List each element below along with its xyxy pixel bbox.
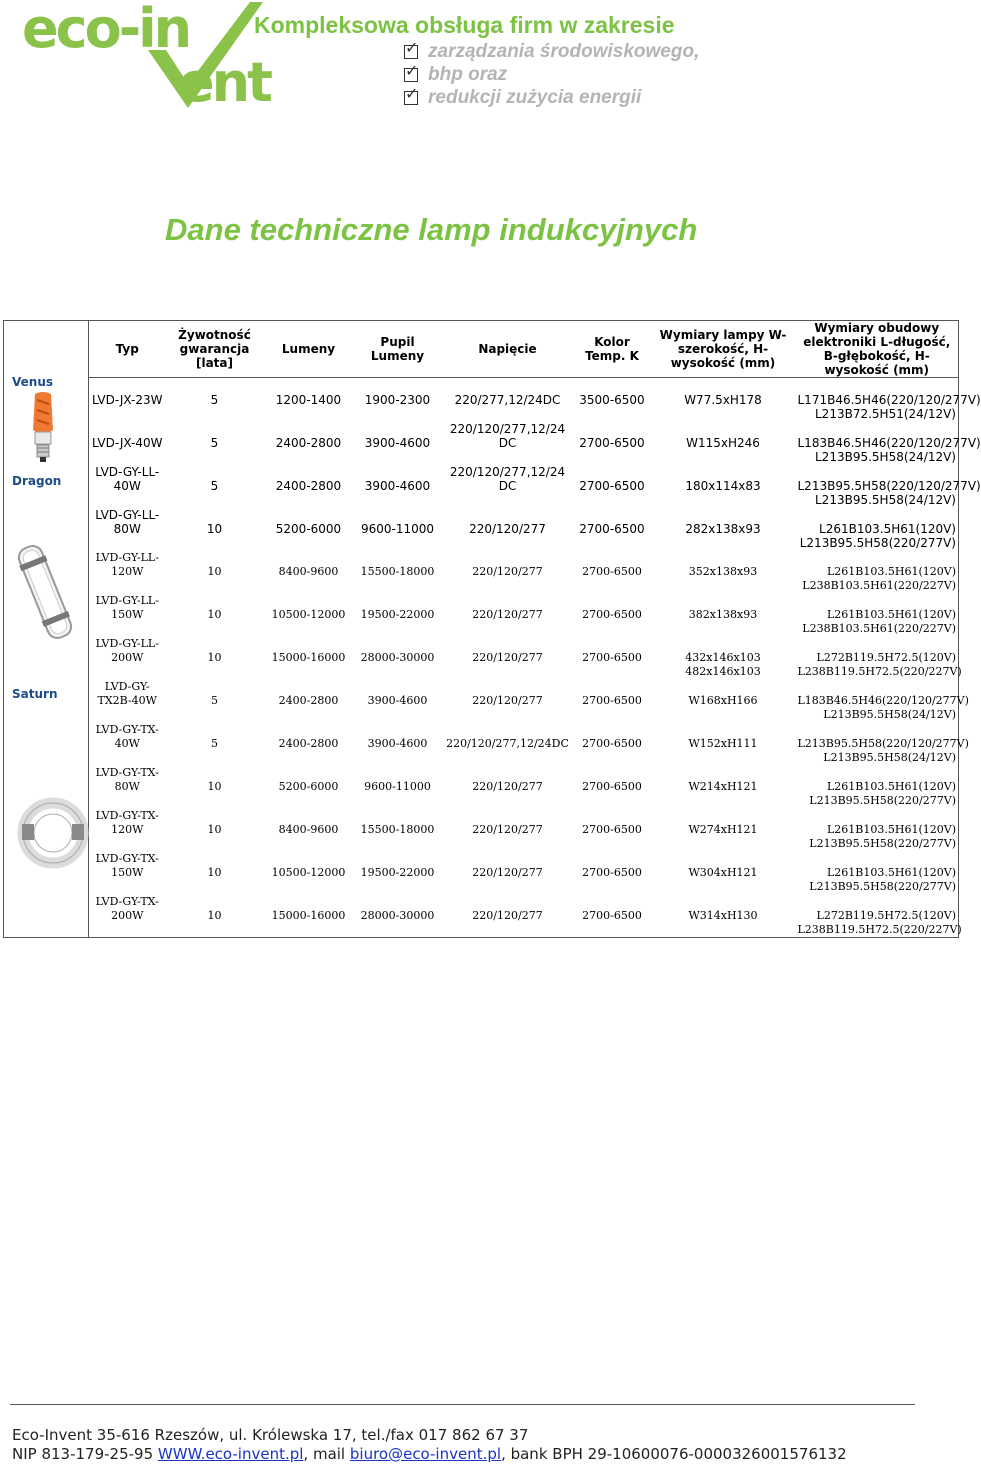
cell-lumeny: 2400-2800 bbox=[275, 479, 342, 493]
empty-cell bbox=[442, 837, 574, 851]
empty-cell bbox=[89, 708, 166, 722]
cell-wymiary-obudowy-alt: L213B95.5H58(220/277V) bbox=[799, 536, 956, 550]
footer-nip: NIP 813-179-25-95 bbox=[12, 1445, 158, 1463]
empty-cell bbox=[651, 493, 796, 507]
empty-cell bbox=[574, 751, 651, 765]
cell-gwarancja: 10 bbox=[207, 651, 222, 664]
cell-typ: LVD-GY-TX-200W bbox=[95, 895, 159, 922]
empty-cell bbox=[166, 708, 264, 722]
empty-cell bbox=[354, 708, 442, 722]
cell-wymiary-lampy: 180x114x83 bbox=[685, 479, 761, 493]
header-gwarancja: Żywotność gwarancja [lata] bbox=[166, 321, 264, 378]
cell-lumeny: 8400-9600 bbox=[278, 823, 339, 836]
cell-wymiary-obudowy: L272B119.5H72.5(120V) bbox=[816, 651, 956, 664]
empty-cell bbox=[442, 880, 574, 894]
header-pupil: Pupil Lumeny bbox=[354, 321, 442, 378]
cell-wymiary-obudowy: L261B103.5H61(120V) bbox=[827, 866, 956, 879]
table-row bbox=[4, 894, 959, 923]
cell-wymiary-obudowy-alt: L213B95.5H58(24/12V) bbox=[823, 708, 956, 721]
table-row-secondary bbox=[4, 880, 959, 894]
cell-lumeny: 5200-6000 bbox=[275, 522, 342, 536]
cell-wymiary-lampy: 382x138x93 bbox=[688, 608, 758, 621]
cell-kolor: 2700-6500 bbox=[579, 522, 645, 536]
table-row-secondary bbox=[4, 751, 959, 765]
empty-cell bbox=[354, 536, 442, 550]
empty-cell bbox=[651, 450, 796, 464]
table-row-secondary bbox=[4, 450, 959, 464]
page-title: Dane techniczne lamp indukcyjnych bbox=[165, 212, 698, 247]
cell-napiecie: 220/120/277 bbox=[472, 694, 543, 707]
empty-cell bbox=[354, 923, 442, 938]
footer-address: Eco-Invent 35-616 Rzeszów, ul. Królewska 17, tel./fax 017 862 67 37 bbox=[12, 1426, 529, 1444]
cell-wymiary-lampy: W214xH121 bbox=[688, 780, 758, 793]
cell-gwarancja: 10 bbox=[206, 522, 223, 536]
table-row-secondary bbox=[4, 493, 959, 507]
empty-cell bbox=[264, 837, 354, 851]
empty-cell bbox=[89, 794, 166, 808]
cell-lumeny: 15000-16000 bbox=[271, 651, 346, 664]
cell-kolor: 3500-6500 bbox=[579, 393, 645, 407]
cell-gwarancja: 5 bbox=[211, 737, 218, 750]
empty-cell bbox=[264, 880, 354, 894]
cell-pupil: 19500-22000 bbox=[360, 866, 435, 879]
cell-typ: LVD-GY-TX-80W bbox=[95, 766, 159, 793]
empty-cell bbox=[354, 579, 442, 593]
cell-wymiary-obudowy-alt: L238B119.5H72.5(220/227V) bbox=[797, 923, 962, 936]
empty-cell bbox=[166, 622, 264, 636]
empty-cell bbox=[166, 837, 264, 851]
empty-cell bbox=[442, 794, 574, 808]
cell-kolor: 2700-6500 bbox=[579, 479, 645, 493]
family-cell bbox=[4, 708, 89, 722]
empty-cell bbox=[442, 493, 574, 507]
cell-napiecie: 220/120/277,12/24 DC bbox=[449, 465, 566, 493]
header-typ: Typ bbox=[89, 321, 166, 378]
empty-cell bbox=[89, 880, 166, 894]
cell-pupil: 9600-11000 bbox=[364, 780, 431, 793]
footer bbox=[12, 1426, 847, 1464]
table-row bbox=[4, 851, 959, 880]
cell-gwarancja: 10 bbox=[207, 823, 222, 836]
footer-mail-label: , mail bbox=[303, 1445, 350, 1463]
footer-bank: , bank BPH 29-10600076-0000326001576132 bbox=[501, 1445, 847, 1463]
empty-cell bbox=[442, 450, 574, 464]
empty-cell bbox=[442, 923, 574, 938]
empty-cell bbox=[89, 536, 166, 550]
table-row bbox=[4, 636, 959, 665]
cell-kolor: 2700-6500 bbox=[582, 823, 642, 836]
empty-cell bbox=[166, 794, 264, 808]
cell-wymiary-lampy: 282x138x93 bbox=[685, 522, 761, 536]
cell-lumeny: 2400-2800 bbox=[278, 694, 339, 707]
cell-napiecie: 220/120/277 bbox=[472, 909, 543, 922]
cell-wymiary-lampy: 352x138x93 bbox=[688, 565, 758, 578]
empty-cell bbox=[354, 837, 442, 851]
empty-cell bbox=[354, 622, 442, 636]
cell-wymiary-obudowy-alt: L238B119.5H72.5(220/227V) bbox=[797, 665, 962, 678]
footer-contact bbox=[12, 1445, 847, 1464]
empty-cell bbox=[264, 665, 354, 679]
cell-wymiary-obudowy: L261B103.5H61(120V) bbox=[827, 565, 956, 578]
cell-wymiary-obudowy: L171B46.5H46(220/120/277V) bbox=[797, 393, 981, 407]
cell-gwarancja: 10 bbox=[207, 565, 222, 578]
empty-cell bbox=[264, 708, 354, 722]
cell-wymiary-lampy-alt: 482x146x103 bbox=[685, 665, 761, 678]
empty-cell bbox=[89, 579, 166, 593]
table-row bbox=[4, 464, 959, 493]
empty-cell bbox=[89, 837, 166, 851]
cell-wymiary-lampy: W152xH111 bbox=[688, 737, 758, 750]
cell-lumeny: 1200-1400 bbox=[275, 393, 342, 407]
cell-napiecie: 220/120/277 bbox=[472, 565, 543, 578]
empty-cell bbox=[574, 536, 651, 550]
cell-typ: LVD-GY-LL-200W bbox=[95, 637, 159, 664]
table-row-secondary bbox=[4, 794, 959, 808]
cell-wymiary-obudowy-alt: L213B72.5H51(24/12V) bbox=[815, 407, 956, 421]
empty-cell bbox=[166, 579, 264, 593]
table-row-secondary bbox=[4, 536, 959, 550]
dragon-lamp-image bbox=[15, 538, 75, 646]
cell-wymiary-obudowy: L261B103.5H61(120V) bbox=[827, 823, 956, 836]
empty-cell bbox=[651, 794, 796, 808]
cell-pupil: 15500-18000 bbox=[360, 565, 435, 578]
empty-cell bbox=[574, 880, 651, 894]
empty-cell bbox=[651, 837, 796, 851]
empty-cell bbox=[574, 708, 651, 722]
empty-cell bbox=[574, 794, 651, 808]
cell-wymiary-obudowy: L261B103.5H61(120V) bbox=[827, 780, 956, 793]
cell-napiecie: 220/120/277 bbox=[472, 651, 543, 664]
header-wymiary-obudowy: Wymiary obudowy elektroniki L-długość, B-głębokość, H-wysokość (mm) bbox=[796, 321, 959, 378]
cell-lumeny: 5200-6000 bbox=[278, 780, 339, 793]
cell-wymiary-obudowy-alt: L238B103.5H61(220/227V) bbox=[802, 622, 956, 635]
empty-cell bbox=[574, 837, 651, 851]
table-row bbox=[4, 679, 959, 708]
checkbox-icon bbox=[404, 91, 418, 105]
empty-cell bbox=[354, 880, 442, 894]
cell-kolor: 2700-6500 bbox=[579, 436, 645, 450]
table-row-secondary bbox=[4, 665, 959, 679]
family-cell bbox=[4, 507, 89, 536]
cell-gwarancja: 10 bbox=[207, 780, 222, 793]
cell-gwarancja: 5 bbox=[211, 694, 218, 707]
cell-napiecie: 220/120/277 bbox=[472, 823, 543, 836]
family-cell bbox=[4, 765, 89, 794]
empty-cell bbox=[354, 450, 442, 464]
footer-divider bbox=[10, 1404, 915, 1405]
empty-cell bbox=[89, 665, 166, 679]
table-row-secondary bbox=[4, 622, 959, 636]
cell-kolor: 2700-6500 bbox=[582, 737, 642, 750]
cell-kolor: 2700-6500 bbox=[582, 565, 642, 578]
empty-cell bbox=[574, 407, 651, 421]
cell-wymiary-obudowy-alt: L213B95.5H58(220/277V) bbox=[809, 837, 956, 850]
empty-cell bbox=[264, 579, 354, 593]
empty-cell bbox=[264, 622, 354, 636]
empty-cell bbox=[166, 751, 264, 765]
cell-lumeny: 8400-9600 bbox=[278, 565, 339, 578]
cell-wymiary-lampy: W115xH246 bbox=[686, 436, 760, 450]
table-row-secondary bbox=[4, 407, 959, 421]
cell-wymiary-obudowy-alt: L213B95.5H58(24/12V) bbox=[815, 493, 956, 507]
empty-cell bbox=[354, 751, 442, 765]
empty-cell bbox=[166, 407, 264, 421]
cell-typ: LVD-GY-TX2B-40W bbox=[97, 680, 157, 707]
family-label-saturn: Saturn bbox=[12, 687, 58, 701]
cell-wymiary-obudowy-alt: L238B103.5H61(220/227V) bbox=[802, 579, 956, 592]
logo-text-ent: ent bbox=[178, 51, 270, 114]
cell-napiecie: 220/120/277 bbox=[472, 608, 543, 621]
table-row bbox=[4, 421, 959, 450]
header-checklist bbox=[404, 40, 699, 109]
cell-gwarancja: 5 bbox=[210, 479, 219, 493]
empty-cell bbox=[89, 622, 166, 636]
empty-cell bbox=[264, 923, 354, 938]
empty-cell bbox=[354, 493, 442, 507]
cell-kolor: 2700-6500 bbox=[582, 651, 642, 664]
cell-napiecie: 220/120/277,12/24 DC bbox=[449, 422, 566, 450]
venus-lamp-image bbox=[26, 390, 60, 472]
table-row bbox=[4, 593, 959, 622]
empty-cell bbox=[442, 622, 574, 636]
cell-lumeny: 10500-12000 bbox=[271, 608, 346, 621]
cell-wymiary-obudowy-alt: L213B95.5H58(24/12V) bbox=[815, 450, 956, 464]
cell-pupil: 3900-4600 bbox=[367, 694, 428, 707]
empty-cell bbox=[574, 493, 651, 507]
cell-kolor: 2700-6500 bbox=[582, 780, 642, 793]
table-row bbox=[4, 378, 959, 408]
family-cell bbox=[4, 722, 89, 751]
family-cell bbox=[4, 751, 89, 765]
empty-cell bbox=[651, 923, 796, 938]
cell-pupil: 1900-2300 bbox=[364, 393, 431, 407]
cell-typ: LVD-GY-LL-80W bbox=[95, 508, 160, 536]
cell-gwarancja: 5 bbox=[210, 393, 219, 407]
empty-cell bbox=[354, 665, 442, 679]
cell-typ: LVD-GY-LL-120W bbox=[95, 551, 159, 578]
cell-napiecie: 220/120/277 bbox=[472, 780, 543, 793]
email-link[interactable]: biuro@eco-invent.pl bbox=[349, 1445, 502, 1463]
table-row-secondary bbox=[4, 708, 959, 722]
header-lumeny: Lumeny bbox=[264, 321, 354, 378]
empty-cell bbox=[574, 665, 651, 679]
cell-pupil: 19500-22000 bbox=[360, 608, 435, 621]
checkbox-icon bbox=[404, 68, 418, 82]
cell-wymiary-lampy: W77.5xH178 bbox=[684, 393, 762, 407]
cell-wymiary-lampy: W304xH121 bbox=[688, 866, 758, 879]
empty-cell bbox=[651, 708, 796, 722]
empty-cell bbox=[651, 622, 796, 636]
empty-cell bbox=[89, 450, 166, 464]
empty-cell bbox=[166, 536, 264, 550]
cell-kolor: 2700-6500 bbox=[582, 608, 642, 621]
empty-cell bbox=[166, 450, 264, 464]
cell-pupil: 3900-4600 bbox=[364, 436, 431, 450]
cell-wymiary-obudowy: L183B46.5H46(220/120/277V) bbox=[797, 436, 981, 450]
family-cell bbox=[4, 894, 89, 923]
cell-gwarancja: 10 bbox=[207, 608, 222, 621]
cell-wymiary-obudowy: L261B103.5H61(120V) bbox=[819, 522, 956, 536]
cell-lumeny: 2400-2800 bbox=[275, 436, 342, 450]
cell-wymiary-obudowy-alt: L213B95.5H58(220/277V) bbox=[809, 794, 956, 807]
cell-wymiary-lampy: W314xH130 bbox=[688, 909, 758, 922]
logo-text-eco: eco-in bbox=[22, 0, 190, 60]
header-kolor: Kolor Temp. K bbox=[574, 321, 651, 378]
cell-pupil: 3900-4600 bbox=[367, 737, 428, 750]
cell-wymiary-obudowy: L213B95.5H58(220/120/277V) bbox=[797, 737, 969, 750]
checklist-item: ✓ bhp oraz bbox=[404, 63, 699, 86]
empty-cell bbox=[442, 751, 574, 765]
empty-cell bbox=[442, 579, 574, 593]
cell-kolor: 2700-6500 bbox=[582, 866, 642, 879]
empty-cell bbox=[574, 579, 651, 593]
empty-cell bbox=[442, 536, 574, 550]
cell-wymiary-obudowy: L183B46.5H46(220/120/277V) bbox=[797, 694, 969, 707]
cell-lumeny: 2400-2800 bbox=[278, 737, 339, 750]
cell-napiecie: 220/120/277 bbox=[472, 866, 543, 879]
cell-lumeny: 10500-12000 bbox=[271, 866, 346, 879]
empty-cell bbox=[264, 751, 354, 765]
cell-typ: LVD-JX-23W bbox=[92, 393, 163, 407]
empty-cell bbox=[264, 450, 354, 464]
cell-typ: LVD-GY-TX-150W bbox=[95, 852, 159, 879]
empty-cell bbox=[651, 579, 796, 593]
cell-pupil: 15500-18000 bbox=[360, 823, 435, 836]
table-row-secondary bbox=[4, 837, 959, 851]
empty-cell bbox=[651, 407, 796, 421]
table-row bbox=[4, 507, 959, 536]
cell-pupil: 28000-30000 bbox=[360, 651, 435, 664]
checkbox-icon bbox=[404, 45, 418, 59]
empty-cell bbox=[264, 794, 354, 808]
cell-wymiary-obudowy: L272B119.5H72.5(120V) bbox=[816, 909, 956, 922]
header-napiecie: Napięcie bbox=[442, 321, 574, 378]
cell-typ: LVD-GY-TX-40W bbox=[95, 723, 159, 750]
cell-pupil: 9600-11000 bbox=[360, 522, 435, 536]
cell-kolor: 2700-6500 bbox=[582, 694, 642, 707]
cell-gwarancja: 10 bbox=[207, 866, 222, 879]
empty-cell bbox=[442, 407, 574, 421]
cell-napiecie: 220/277,12/24DC bbox=[454, 393, 561, 407]
empty-cell bbox=[651, 751, 796, 765]
checklist-item: ✓ zarządzania środowiskowego, bbox=[404, 40, 699, 63]
empty-cell bbox=[264, 407, 354, 421]
family-cell bbox=[4, 665, 89, 679]
empty-cell bbox=[89, 751, 166, 765]
table-row bbox=[4, 765, 959, 794]
cell-pupil: 3900-4600 bbox=[364, 479, 431, 493]
empty-cell bbox=[354, 407, 442, 421]
empty-cell bbox=[166, 880, 264, 894]
checklist-item: ✓ redukcji zużycia energii bbox=[404, 86, 699, 109]
empty-cell bbox=[166, 665, 264, 679]
table-row-secondary bbox=[4, 923, 959, 938]
cell-napiecie: 220/120/277 bbox=[469, 522, 546, 536]
empty-cell bbox=[651, 880, 796, 894]
cell-wymiary-lampy: 432x146x103 bbox=[685, 651, 761, 664]
family-cell bbox=[4, 493, 89, 507]
table-row bbox=[4, 722, 959, 751]
empty-cell bbox=[166, 923, 264, 938]
cell-typ: LVD-GY-TX-120W bbox=[95, 809, 159, 836]
cell-gwarancja: 10 bbox=[207, 909, 222, 922]
table-row bbox=[4, 550, 959, 579]
empty-cell bbox=[651, 536, 796, 550]
family-cell bbox=[4, 923, 89, 938]
cell-typ: LVD-JX-40W bbox=[92, 436, 163, 450]
empty-cell bbox=[264, 536, 354, 550]
empty-cell bbox=[166, 493, 264, 507]
family-label-venus: Venus bbox=[12, 375, 53, 389]
empty-cell bbox=[354, 794, 442, 808]
empty-cell bbox=[574, 450, 651, 464]
cell-wymiary-obudowy-alt: L213B95.5H58(24/12V) bbox=[823, 751, 956, 764]
family-cell bbox=[4, 880, 89, 894]
empty-cell bbox=[89, 407, 166, 421]
cell-pupil: 28000-30000 bbox=[360, 909, 435, 922]
table-header-row bbox=[4, 321, 959, 378]
saturn-lamp-image bbox=[18, 798, 88, 868]
website-link[interactable]: WWW.eco-invent.pl bbox=[157, 1445, 304, 1463]
empty-cell bbox=[89, 923, 166, 938]
cell-lumeny: 15000-16000 bbox=[271, 909, 346, 922]
cell-kolor: 2700-6500 bbox=[582, 909, 642, 922]
empty-cell bbox=[442, 708, 574, 722]
cell-gwarancja: 5 bbox=[210, 436, 219, 450]
spec-table bbox=[3, 320, 981, 938]
cell-wymiary-obudowy: L261B103.5H61(120V) bbox=[827, 608, 956, 621]
empty-cell bbox=[89, 493, 166, 507]
cell-wymiary-obudowy-alt: L213B95.5H58(220/277V) bbox=[809, 880, 956, 893]
cell-typ: LVD-GY-LL-40W bbox=[95, 465, 160, 493]
empty-cell bbox=[574, 622, 651, 636]
empty-cell bbox=[574, 923, 651, 938]
table-row-secondary bbox=[4, 579, 959, 593]
cell-typ: LVD-GY-LL-150W bbox=[95, 594, 159, 621]
header-wymiary-lampy: Wymiary lampy W-szerokość, H-wysokość (mm) bbox=[651, 321, 796, 378]
family-label-dragon: Dragon bbox=[12, 474, 62, 488]
cell-wymiary-obudowy: L213B95.5H58(220/120/277V) bbox=[797, 479, 981, 493]
cell-wymiary-lampy: W168xH166 bbox=[688, 694, 758, 707]
empty-cell bbox=[264, 493, 354, 507]
cell-wymiary-lampy: W274xH121 bbox=[688, 823, 758, 836]
table-row bbox=[4, 808, 959, 837]
cell-napiecie: 220/120/277,12/24DC bbox=[446, 737, 569, 750]
empty-cell bbox=[442, 665, 574, 679]
header-title: Kompleksowa obsługa firm w zakresie bbox=[254, 12, 675, 38]
